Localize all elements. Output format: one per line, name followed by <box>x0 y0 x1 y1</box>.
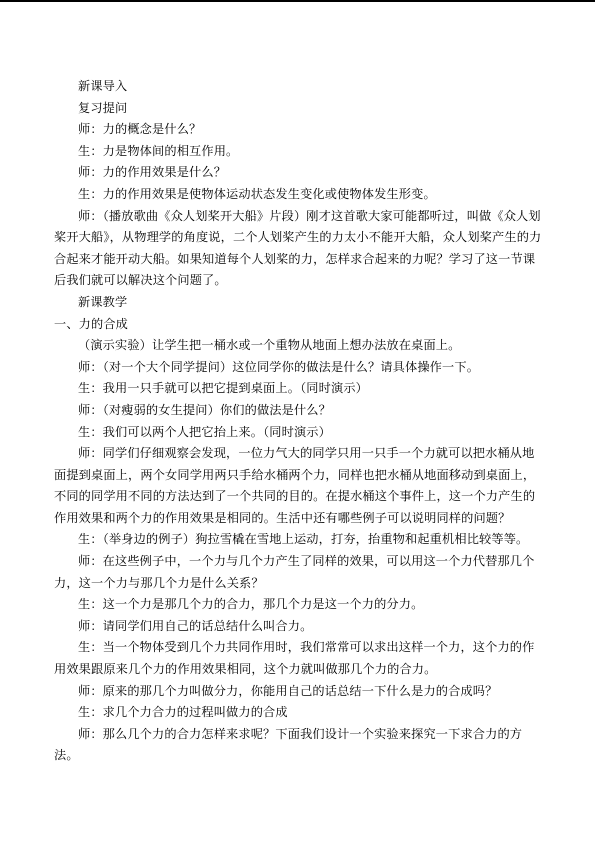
dialogue-line: 师：力的概念是什么？ <box>78 122 202 137</box>
dialogue-line: 师：那么几个力的合力怎样来求呢？下面我们设计一个实验来探究一下求合力的方法。 <box>54 726 523 763</box>
dialogue-paragraph: 师：（播放歌曲《众人划桨开大船》片段）刚才这首歌大家可能都听过，叫做《众人划桨开大船》，从物理学的角度说，二个人划桨产生的力太小不能开大船，众人划桨产生的力合起来才能开动大船。如果知道每个人划桨的力，怎样求合起来的力呢？学习了这一节课后我们就可以解决这个问题了。 <box>54 208 542 288</box>
dialogue-line: 师：原来的那几个力叫做分力，你能用自己的话总结一下什么是力的合成吗？ <box>78 683 498 698</box>
demo-instruction: （演示实验）让学生把一桶水或一个重物从地面上想办法放在桌面上。 <box>78 338 461 353</box>
dialogue-paragraph: 师：在这些例子中，一个力与几个力产生了同样的效果，可以用这一个力代替那几个力，这一个力与那几个力是什么关系？ <box>54 554 535 590</box>
dialogue-line: 生：我们可以两个人把它抬上来。（同时演示） <box>78 424 331 439</box>
dialogue-paragraph: 生：当一个物体受到几个力共同作用时，我们常常可以求出这样一个力，这个力的作用效果跟原来几个力的作用效果相同，这个力就叫做那几个力的合力。 <box>54 640 535 677</box>
top-border-line <box>0 0 595 2</box>
dialogue-line: 生：这一个力是那几个力的合力，那几个力是这一个力的分力。 <box>78 597 424 612</box>
subheading-review: 复习提问 <box>78 100 128 115</box>
dialogue-line: 师：力的作用效果是什么？ <box>78 165 227 180</box>
dialogue-line: 生：力的作用效果是使物体运动状态发生变化或使物体发生形变。 <box>78 186 436 201</box>
section-heading-force-composition: 一、力的合成 <box>54 316 129 331</box>
dialogue-line: 师：请同学们用自己的话总结什么叫合力。 <box>78 618 313 633</box>
section-heading-teaching: 新课教学 <box>78 294 128 309</box>
dialogue-line: 生：求几个力合力的过程叫做力的合成 <box>78 705 288 720</box>
section-heading-intro: 新课导入 <box>78 79 128 93</box>
dialogue-line: 生：力是物体间的相互作用。 <box>78 143 239 158</box>
dialogue-line: 生：我用一只手就可以把它提到桌面上。（同时演示） <box>78 381 368 396</box>
dialogue-line: 师：（对瘦弱的女生提问）你们的做法是什么？ <box>78 402 331 417</box>
dialogue-paragraph: 师：同学们仔细观察会发现，一位力气大的同学只用一只手一个力就可以把水桶从地面提到桌面上，两个女同学用两只手给水桶两个力，同样也把水桶从地面移动到桌面上，不同的同学用不同的方法达到了一个共同的目的。在提水桶这个事件上，这一个力产生的作用效果和两个力的作用效果是相同的。生活中还有哪些例子可以说明同样的问题？ <box>54 446 536 525</box>
document-body <box>54 76 542 767</box>
dialogue-line: 生：（举身边的例子）狗拉雪橇在雪地上运动，打夯，抬重物和起重机相比较等等。 <box>78 532 529 547</box>
dialogue-line: 师：（对一个大个同学提问）这位同学你的做法是什么？请具体操作一下。 <box>78 359 480 374</box>
